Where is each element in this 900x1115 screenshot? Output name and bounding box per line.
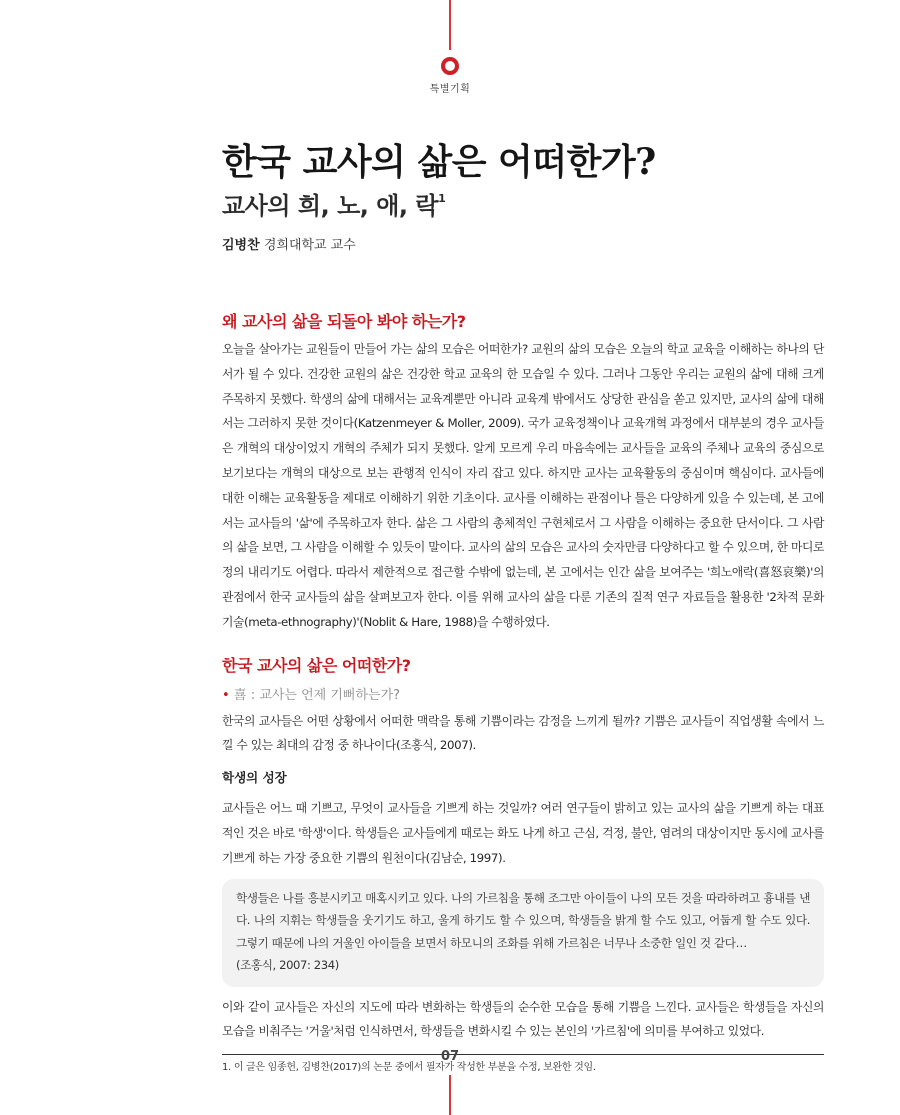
subheading-student-growth: 학생의 성장 (222, 770, 287, 786)
section-tag: 특별기획 (429, 84, 471, 95)
quote-box (222, 879, 824, 987)
article-subtitle (222, 184, 824, 221)
intro-paragraph: 한국의 교사들은 어떤 상황에서 어떠한 맥락을 통해 기쁨이라는 감정을 느끼게 될까? 기쁨은 교사들이 직업생활 속에서 느낄 수 있는 최대의 감정 중 하나이다(조홍식, 2007). (222, 713, 824, 753)
bullet-text: 喜 : 교사는 언제 기뻐하는가? (233, 687, 401, 703)
bullet-heading (222, 685, 824, 707)
section-heading-life: 한국 교사의 삶은 어떠한가? (222, 655, 411, 675)
author-affiliation: 경희대학교 교수 (263, 238, 356, 253)
body-paragraph: 교사들은 어느 때 기쁘고, 무엇이 교사들을 기쁘게 하는 것일까? 여러 연구들이 밝히고 있는 교사의 삶을 기쁘게 하는 대표적인 것은 바로 '학생'이다. 학생들은 교사들에게 때로는 화도 나게 하고 근심, 걱정, 불안, 염려의 대상이지만 동시에 교사를 기쁘게 하는 가장 중요한 기쁨의 원천이다(김남순, 1997). (222, 801, 824, 865)
section-marker-icon (441, 57, 459, 75)
quote-citation: (조홍식, 2007: 234) (236, 958, 339, 973)
section-paragraph: 오늘을 살아가는 교원들이 만들어 가는 삶의 모습은 어떠한가? 교원의 삶의 모습은 오늘의 학교 교육을 이해하는 하나의 단서가 될 수 있다. 건강한 교원의 삶은 건강한 학교 교육의 한 모습일 수 있다. 그러나 그동안 우리는 교원의 삶에 대해 크게 주목하지 못했다. 학생의 삶에 대해서는 교육계뿐만 아니라 교육계 밖에서도 상당한 관심을 쏟고 있지만, 교사의 삶에 대해서는 그러하지 못한 것이다(Katzenmeyer & Moller, 2009). 국가 교육정책이나 교육개혁 과정에서 대부분의 경우 교사들은 개혁의 대상이었지 개혁의 주체가 되지 못했다. 알게 모르게 우리 마음속에는 교사들을 교육의 주체나 교육의 중심으로 보기보다는 개혁의 대상으로 보는 관행적 인식이 자리 잡고 있다. 하지만 교사는 교육활동의 중심이며 핵심이다. 교사들에 대한 이해는 교육활동을 제대로 이해하기 위한 기초이다. 교사를 이해하는 관점이나 틀은 다양하게 있을 수 있는데, 본 고에서는 교사들의 '삶'에 주목하고자 한다. 삶은 그 사람의 총체적인 구현체로서 그 사람을 이해하는 중요한 단서이다. 그 사람의 삶을 보면, 그 사람을 이해할 수 있듯이 말이다. 교사의 삶의 모습은 교사의 숫자만큼 다양하다고 할 수 있으며, 한 마디로 정의 내리기도 어렵다. 따라서 제한적으로 접근할 수밖에 없는데, 본 고에서는 인간 삶을 보여주는 '희노애락(喜怒哀樂)'의 관점에서 한국 교사들의 삶을 살펴보고자 한다. 이를 위해 교사의 삶을 다룬 기존의 질적 연구 자료들을 활용한 '2차적 문화기술(meta-ethnography)'(Noblit & Hare, 1988)을 수행하였다. (222, 342, 824, 629)
article-content (222, 140, 824, 1075)
footnote-reference[interactable]: 1 (438, 192, 446, 205)
article-title: 한국 교사의 삶은 어떠한가? (222, 141, 656, 183)
top-divider-line (449, 0, 451, 50)
bottom-divider-line (449, 1075, 451, 1115)
subtitle-text: 교사의 희, 노, 애, 락 (222, 192, 439, 220)
quote-text: 학생들은 나를 흥분시키고 매혹시키고 있다. 나의 가르침을 통해 조그만 아이들이 나의 모든 것을 따라하려고 흉내를 낸다. 나의 지휘는 학생들을 웃기기도 하고, 울게 하기도 할 수 있으며, 학생들을 밝게 할 수도 있고, 어둡게 할 수도 있다. 그렇기 때문에 나의 거울인 아이들을 보면서 하모니의 조화를 위해 가르침은 너무나 소중한 일인 것 같다… (236, 890, 810, 950)
author-name: 김병찬 (222, 238, 260, 253)
page-number: 07 (440, 1049, 460, 1064)
footnote: 1. 이 글은 임종헌, 김병찬(2017)의 논문 중에서 필자가 작성한 부분을 수정, 보완한 것임. (222, 1062, 596, 1074)
section-heading-why: 왜 교사의 삶을 되돌아 봐야 하는가? (222, 312, 466, 331)
author-line (222, 237, 824, 255)
closing-paragraph: 이와 같이 교사들은 자신의 지도에 따라 변화하는 학생들의 순수한 모습을 통해 기쁨을 느낀다. 교사들은 학생들을 자신의 모습을 비춰주는 '거울'처럼 인식하면서, 학생들을 변화시킬 수 있는 본인의 '가르침'에 의미를 부여하고 있었다. (222, 999, 824, 1039)
bullet-dot-icon: • (222, 687, 230, 703)
